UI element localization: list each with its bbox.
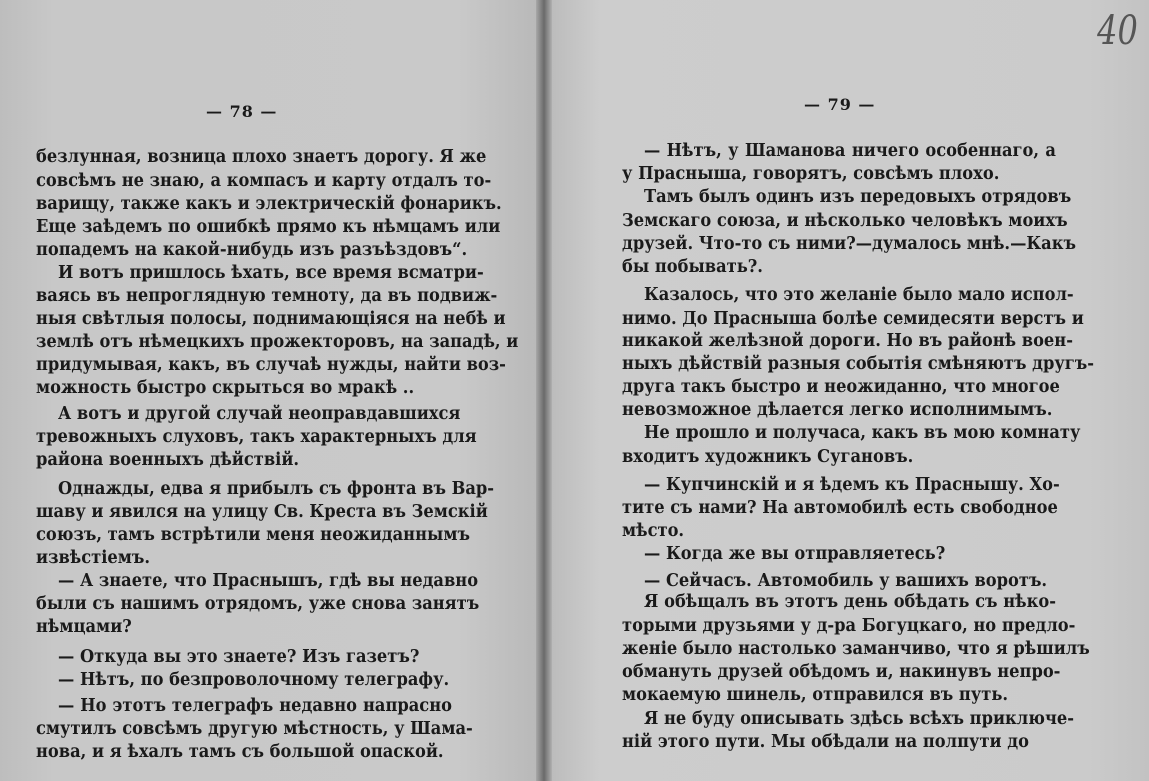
text-line: друзей. Что-то съ ними?—думалось мнѣ.—Какъ: [622, 234, 1076, 254]
text-line: Я обѣщалъ въ этотъ день обѣдать съ нѣко-: [644, 592, 1056, 612]
text-line: нимо. До Прасныша болѣе семидесяти верстъ и: [622, 309, 1084, 329]
text-line: — А знаете, что Праснышъ, гдѣ вы недавно: [58, 571, 479, 591]
text-line: бы побывать?.: [622, 257, 763, 277]
text-line: мѣсто.: [622, 521, 685, 541]
text-line: невозможное дѣлается легко исполнимымъ.: [622, 400, 1053, 420]
text-line: входитъ художникъ Сугановъ.: [622, 447, 914, 467]
text-line: Казалось, что это желаніе было мало испол-: [644, 285, 1074, 305]
text-line: у Прасныша, говорятъ, совсѣмъ плохо.: [622, 164, 1000, 184]
text-line: варищу, также какъ и электрическій фонарикъ.: [36, 194, 502, 214]
text-line: — Когда же вы отправляетесь?: [644, 544, 946, 564]
text-line: мокаемую шинель, отправился въ путь.: [622, 685, 1009, 705]
page-number: — 78 —: [206, 102, 278, 121]
text-line: совсѣмъ не знаю, а компасъ и карту отдалъ то-: [36, 171, 492, 191]
handwritten-folio-number: 40: [1097, 8, 1138, 54]
left-page: [0, 0, 540, 781]
text-line: нѣмцами?: [36, 617, 132, 637]
text-line: женіе было настолько заманчиво, что я рѣшилъ: [622, 639, 1090, 659]
text-line: землѣ отъ нѣмецкихъ прожекторовъ, на западѣ, и: [36, 332, 519, 352]
text-line: ній этого пути. Мы обѣдали на полпути до: [622, 732, 1029, 752]
text-line: ныхъ дѣйствій разныя событія смѣняютъ другъ-: [622, 354, 1095, 374]
text-line: обмануть друзей обѣдомъ и, накинувъ непро-: [622, 662, 1061, 682]
text-line: Тамъ былъ одинъ изъ передовыхъ отрядовъ: [644, 187, 1072, 207]
text-line: района военныхъ дѣйствій.: [36, 450, 300, 470]
text-line: тревожныхъ слуховъ, такъ характерныхъ для: [36, 427, 477, 447]
text-line: союзъ, тамъ встрѣтили меня неожиданнымъ: [36, 525, 470, 545]
text-line: — Откуда вы это знаете? Изъ газетъ?: [58, 647, 420, 667]
text-line: шаву и явился на улицу Св. Креста въ Земскій: [36, 502, 488, 522]
text-line: извѣстіемъ.: [36, 548, 151, 568]
text-line: Я не буду описывать здѣсь всѣхъ приключе-: [644, 709, 1074, 729]
text-line: — Нѣтъ, по безпроволочному телеграфу.: [58, 670, 450, 690]
text-line: смутилъ совсѣмъ другую мѣстность, у Шама-: [36, 719, 473, 739]
text-line: нова, и я ѣхалъ тамъ съ большой опаской.: [36, 742, 444, 762]
text-line: — Но этотъ телеграфъ недавно напрасно: [58, 696, 452, 716]
page-number: — 79 —: [804, 95, 876, 114]
text-line: — Нѣтъ, у Шаманова ничего особеннаго, а: [644, 141, 1056, 161]
text-line: А вотъ и другой случай неоправдавшихся: [58, 404, 461, 424]
text-line: никакой желѣзной дороги. Но въ районѣ воен-: [622, 331, 1073, 351]
text-line: друга такъ быстро и неожиданно, что многое: [622, 377, 1060, 397]
text-line: Еще заѣдемъ по ошибкѣ прямо къ нѣмцамъ или: [36, 217, 501, 237]
right-page: [552, 0, 1149, 781]
text-line: Не прошло и получаса, какъ въ мою комнату: [644, 423, 1081, 443]
text-line: придумывая, какъ, въ случаѣ нужды, найти воз-: [36, 355, 506, 375]
text-line: И вотъ пришлось ѣхать, все время всматри-: [58, 263, 484, 283]
text-line: были съ нашимъ отрядомъ, уже снова занятъ: [36, 594, 480, 614]
text-line: можность быстро скрыться во мракѣ ..: [36, 378, 415, 398]
text-line: ваясь въ непроглядную темноту, да въ подвиж-: [36, 286, 498, 306]
text-line: — Купчинскій и я ѣдемъ къ Праснышу. Хо-: [644, 475, 1060, 495]
text-line: Земскаго союза, и нѣсколько человѣкъ моихъ: [622, 211, 1068, 231]
text-line: безлунная, возница плохо знаетъ дорогу. Я же: [36, 147, 487, 167]
text-line: ныя свѣтлыя полосы, поднимающіяся на небѣ и: [36, 309, 506, 329]
text-line: торыми друзьями у д-ра Богуцкаго, но предло-: [622, 616, 1076, 636]
text-line: попадемъ на какой-нибудь изъ разъѣздовъ“.: [36, 240, 468, 260]
text-line: тите съ нами? На автомобилѣ есть свободное: [622, 498, 1058, 518]
text-line: Однажды, едва я прибылъ съ фронта въ Вар-: [58, 479, 495, 499]
text-line: — Сейчасъ. Автомобиль у вашихъ воротъ.: [644, 571, 1048, 591]
book-gutter: [536, 0, 552, 781]
